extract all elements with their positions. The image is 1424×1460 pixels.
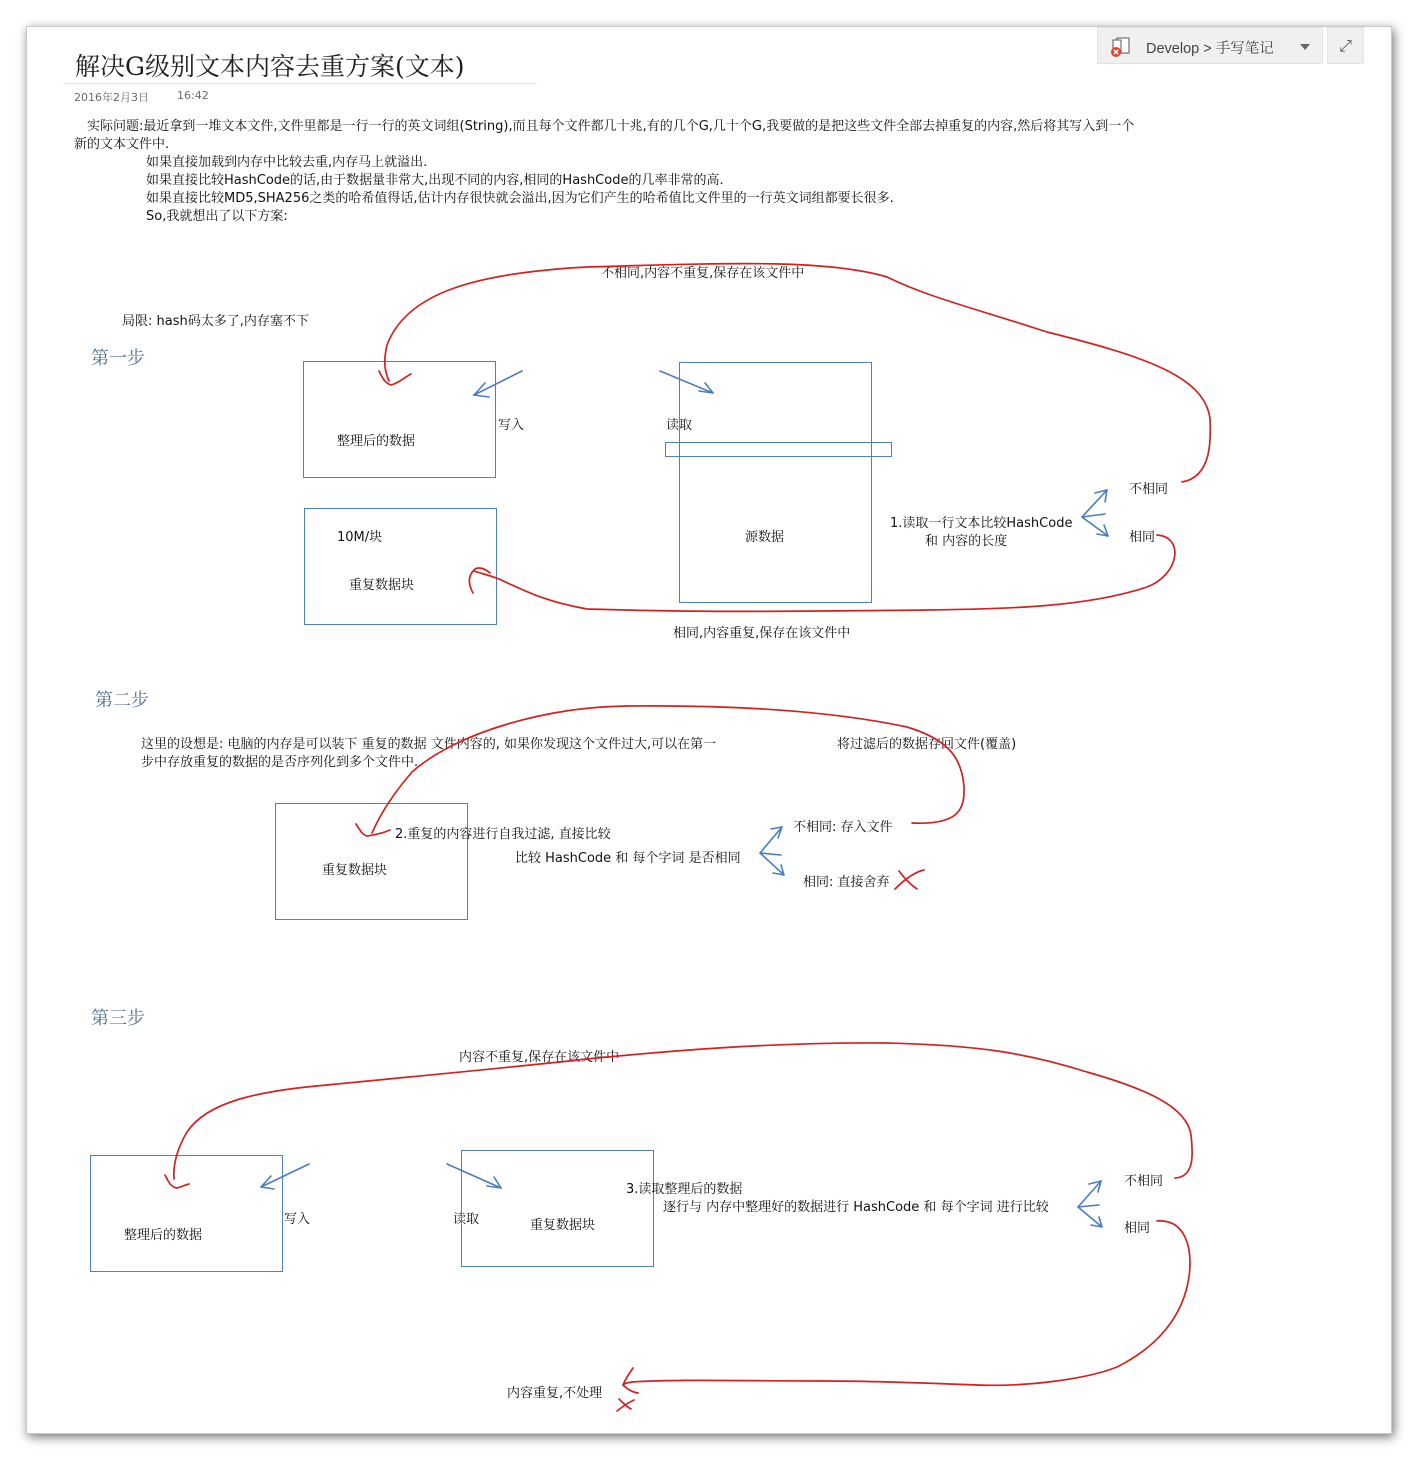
expand-page-button[interactable]: ⤢	[1327, 27, 1364, 64]
step1-branch-arrows	[1082, 490, 1108, 536]
page-title[interactable]: 解决G级别文本内容去重方案(文本)	[75, 52, 465, 81]
step1-duplicate-block-label: 重复数据块	[349, 578, 415, 593]
step2-duplicate-block-label: 重复数据块	[322, 863, 388, 878]
step1-not-same-loop-stroke	[385, 264, 1211, 482]
step2-filter-line-1: 2.重复的内容进行自我过滤, 直接比较	[395, 827, 611, 842]
step1-read-label: 读取	[666, 418, 693, 433]
step3-read-line-2: 逐行与 内存中整理好的数据进行 HashCode 和 每个字词 进行比较	[663, 1200, 1049, 1215]
note-time: 16:42	[177, 89, 209, 102]
step1-compare-line-1: 1.读取一行文本比较HashCode	[890, 516, 1073, 531]
step2-branch-arrows	[760, 827, 784, 875]
step1-compare-line-2: 和 内容的长度	[925, 534, 1008, 549]
step3-read-arrow	[447, 1164, 501, 1188]
note-page	[26, 26, 1392, 1434]
step3-not-same-label: 不相同	[1124, 1174, 1164, 1189]
step2-heading: 第二步	[95, 690, 149, 711]
step1-same-label: 相同	[1129, 530, 1156, 545]
step1-sorted-data-label: 整理后的数据	[337, 434, 416, 449]
intro-line-3: 如果直接加载到内存中比较去重,内存马上就溢出.	[146, 155, 428, 170]
step3-not-same-arrowhead	[165, 1175, 189, 1188]
step1-write-label: 写入	[498, 418, 525, 433]
step1-not-same-label: 不相同	[1129, 482, 1169, 497]
step2-save-back-label: 将过滤后的数据存回文件(覆盖)	[837, 737, 1017, 752]
intro-line-5: 如果直接比较MD5,SHA256之类的哈希值得话,估计内存很快就会溢出,因为它们产生的哈希值比文件里的一行英文词组都要长很多.	[146, 191, 894, 206]
step3-same-label: 相同	[1124, 1221, 1151, 1236]
step3-not-same-loop-stroke	[174, 1043, 1192, 1179]
step1-limit-note: 局限: hash码太多了,内存塞不下	[122, 314, 309, 329]
step3-heading: 第三步	[91, 1008, 145, 1029]
step2-save-back-loop-stroke	[372, 706, 964, 833]
step3-discard-x-mark	[617, 1399, 634, 1411]
step2-same-label: 相同: 直接舍弃	[803, 875, 890, 890]
step3-loop-label: 内容不重复,保存在该文件中	[459, 1050, 620, 1065]
step3-write-label: 写入	[284, 1212, 311, 1227]
step3-branch-arrows	[1078, 1181, 1102, 1227]
step1-block-size-label: 10M/块	[337, 530, 383, 545]
step3-discard-label: 内容重复,不处理	[507, 1386, 603, 1401]
notebook-location-label: Develop > 手写笔记	[1146, 41, 1274, 57]
intro-line-1: 实际问题:最近拿到一堆文本文件,文件里都是一行一行的英文词组(String),而且每个文件都几十兆,有的几个G,几十个G,我要做的是把这些文件全部去掉重复的内容,然后将其写入到一个	[87, 119, 1135, 134]
intro-line-6: So,我就想出了以下方案:	[146, 209, 288, 224]
step2-assumption-line-2: 步中存放重复的数据的是否序列化到多个文件中.	[141, 755, 419, 770]
step3-read-line-1: 3.读取整理后的数据	[626, 1182, 743, 1197]
step1-write-arrow	[474, 371, 522, 397]
step2-discard-x-mark	[895, 870, 924, 889]
step1-read-arrow	[660, 371, 713, 393]
step3-read-label: 读取	[453, 1212, 480, 1227]
step3-same-loop-stroke	[623, 1221, 1190, 1385]
step3-sorted-data-label: 整理后的数据	[124, 1228, 203, 1243]
intro-line-4: 如果直接比较HashCode的话,由于数据量非常大,出现不同的内容,相同的HashCode的几率非常的高.	[146, 173, 724, 188]
step1-loop-label: 不相同,内容不重复,保存在该文件中	[601, 266, 805, 281]
step1-duplicate-save-label: 相同,内容重复,保存在该文件中	[673, 626, 851, 641]
step3-same-arrowhead	[623, 1368, 638, 1393]
step3-duplicate-block-label: 重复数据块	[530, 1218, 596, 1233]
step1-source-data-label: 源数据	[745, 530, 785, 545]
intro-line-2: 新的文本文件中.	[74, 137, 170, 152]
step1-not-same-arrowhead	[379, 371, 411, 385]
step1-heading: 第一步	[91, 348, 145, 369]
step1-same-arrowhead	[469, 568, 490, 593]
step1-same-loop-stroke	[474, 535, 1175, 611]
step2-not-same-label: 不相同: 存入文件	[793, 820, 893, 835]
step3-write-arrow	[261, 1164, 309, 1189]
note-date: 2016年2月3日	[74, 91, 149, 104]
step2-filter-line-2: 比较 HashCode 和 每个字词 是否相同	[515, 851, 741, 866]
step2-assumption-line-1: 这里的设想是: 电脑的内存是可以装下 重复的数据 文件内容的, 如果你发现这个文件过大,可以在第一	[141, 737, 717, 752]
ink-drawing-layer	[27, 27, 1393, 1435]
